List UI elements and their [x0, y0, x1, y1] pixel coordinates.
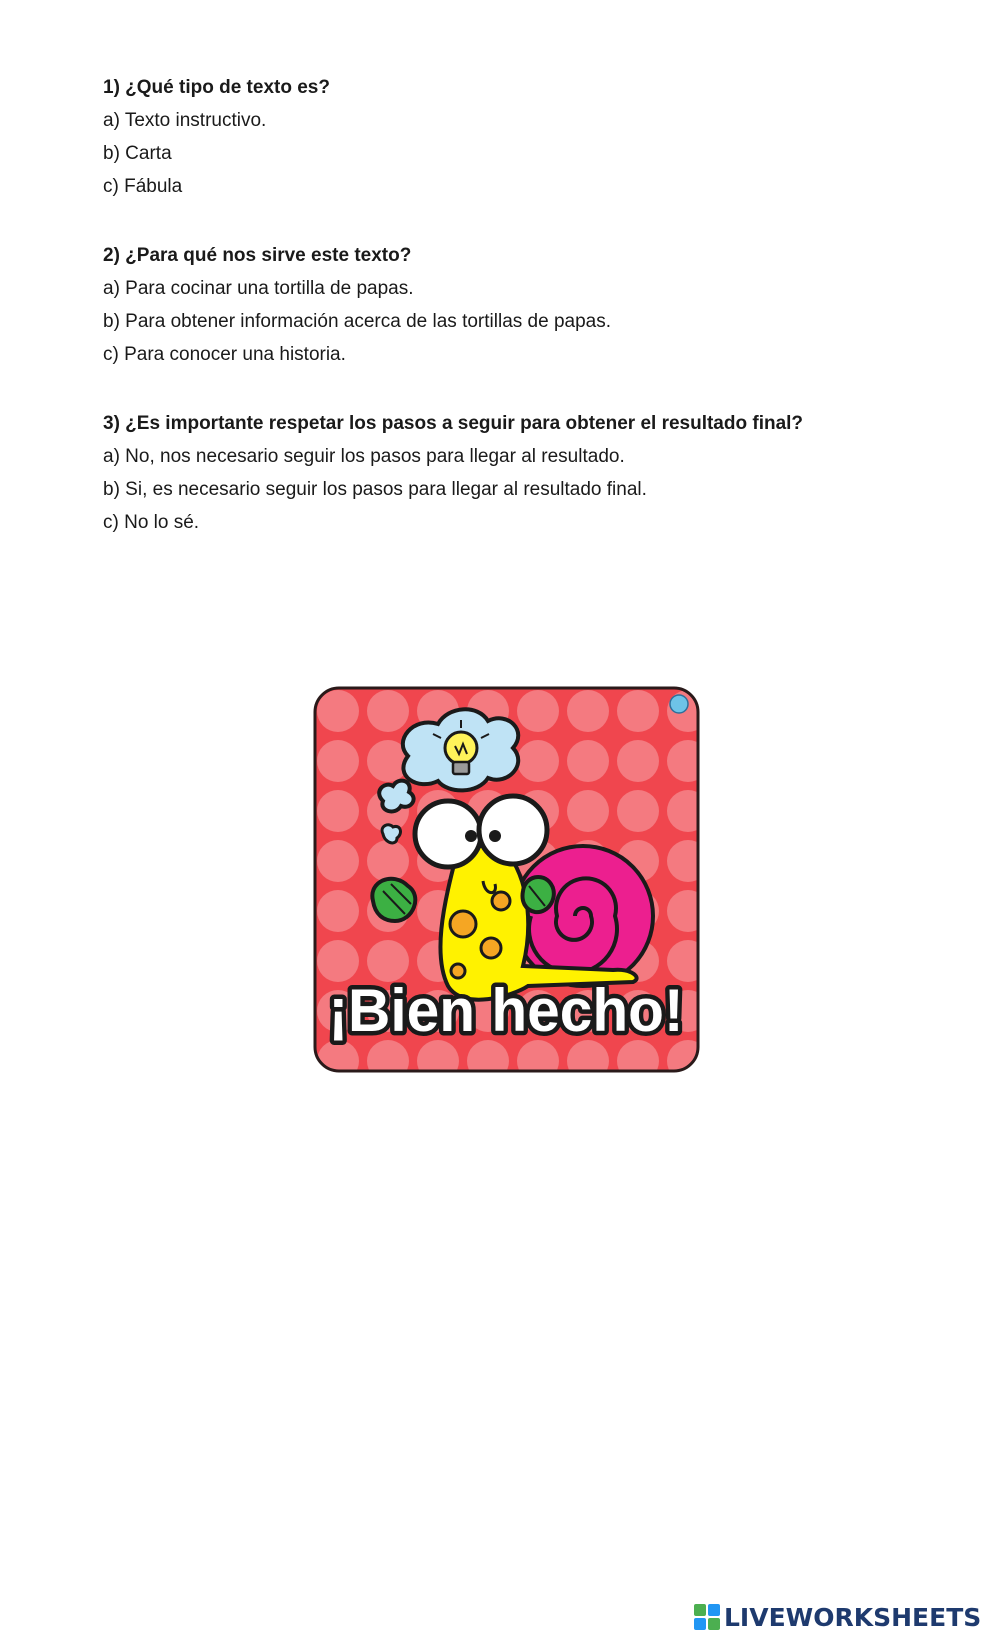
- answer-option: b) Si, es necesario seguir los pasos para llegar al resultado final.: [103, 479, 647, 500]
- liveworksheets-logo-icon: [694, 1604, 720, 1630]
- answer-option: b) Carta: [103, 143, 172, 164]
- answer-option: c) Para conocer una historia.: [103, 344, 346, 365]
- answer-option: a) Texto instructivo.: [103, 110, 267, 131]
- question-title: 3) ¿Es importante respetar los pasos a seguir para obtener el resultado final?: [103, 413, 804, 434]
- well-done-sticker: [313, 686, 700, 1073]
- question-3: [103, 414, 963, 546]
- answer-option: c) No lo sé.: [103, 512, 200, 533]
- liveworksheets-logo[interactable]: [694, 1600, 990, 1634]
- sticker-caption: ¡Bien hecho!: [328, 977, 684, 1044]
- answer-option: b) Para obtener información acerca de las tortillas de papas.: [103, 311, 611, 332]
- badge-icon: [670, 695, 688, 713]
- question-2: [103, 246, 963, 378]
- question-title: 1) ¿Qué tipo de texto es?: [103, 77, 330, 98]
- answer-option: a) Para cocinar una tortilla de papas.: [103, 278, 414, 299]
- answer-option: c) Fábula: [103, 176, 183, 197]
- question-title: 2) ¿Para qué nos sirve este texto?: [103, 245, 412, 266]
- question-1: [103, 78, 963, 210]
- brand-name: LIVEWORKSHEETS: [724, 1602, 982, 1632]
- answer-option: a) No, nos necesario seguir los pasos para llegar al resultado.: [103, 446, 625, 467]
